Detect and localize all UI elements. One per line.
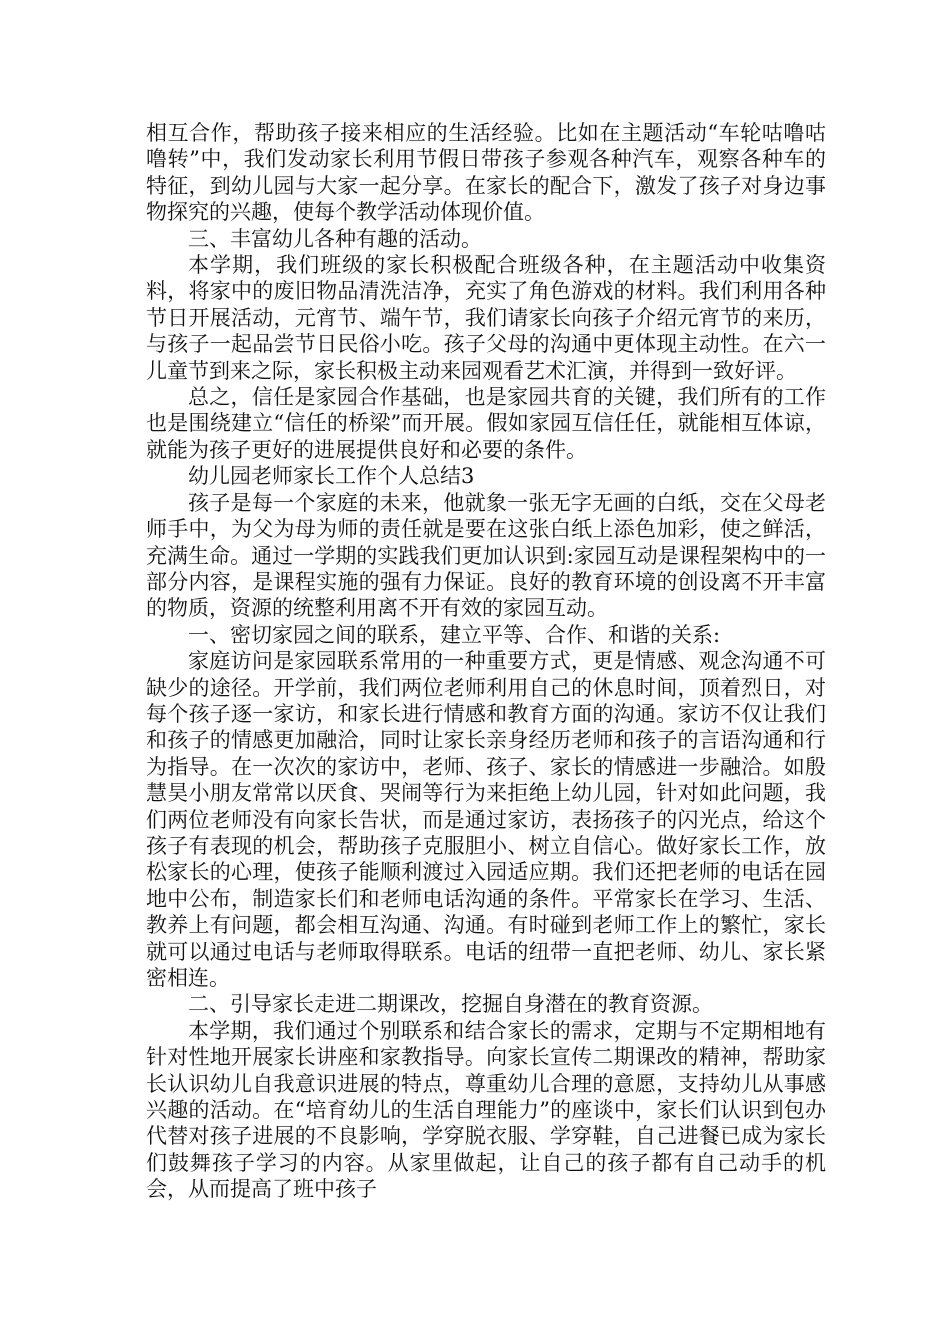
paragraph-8: 家庭访问是家园联系常用的一种重要方式，更是情感、观念沟通不可缺少的途径。开学前，我们两位老师利用自己的休息时间，顶着烈日，对每个孩子逐一家访，和家长进行情感和教育方面的沟通。家访不仅让我们和孩子的情感更加融洽，同时让家长亲身经历老师和孩子的言语沟通和行为指导。在一次次的家访中，老师、孩子、家长的情感进一步融洽。如殷慧昊小朋友常常以厌食、哭闹等行为来拒绝上幼儿园，针对如此问题，我们两位老师没有向家长告状，而是通过家访，表扬孩子的闪光点，给这个孩子有表现的机会，帮助孩子克服胆小、树立自信心。做好家长工作，放松家长的心理，使孩子能顺利渡过入园适应期。我们还把老师的电话在园地中公布，制造家长们和老师电话沟通的条件。平常家长在学习、生活、教养上有问题，都会相互沟通、沟通。有时碰到老师工作上的繁忙，家长就可以通过电话与老师取得联系。电话的纽带一直把老师、幼儿、家长紧密相连。 — [146, 649, 826, 990]
paragraph-6: 孩子是每一个家庭的未来，他就象一张无字无画的白纸，交在父母老师手中，为父为母为师的责任就是要在这张白纸上添色加彩，使之鲜活，充满生命。通过一学期的实践我们更加认识到:家园互动是课程架构中的一部分内容，是课程实施的强有力保证。良好的教育环境的创设离不开丰富的物质，资源的统整利用离不开有效的家园互动。 — [146, 490, 826, 621]
article-title: 幼儿园老师家长工作个人总结3 — [188, 464, 475, 489]
paragraph-4: 总之，信任是家园合作基础，也是家园共育的关键，我们所有的工作也是围绕建立“信任的桥梁”而开展。假如家园互信任任，就能相互体谅，就能为孩子更好的进展提供良好和必要的条件。 — [146, 385, 826, 462]
heading-section-3: 三、丰富幼儿各种有趣的活动。 — [188, 226, 482, 251]
paragraph-3: 本学期，我们班级的家长积极配合班级各种，在主题活动中收集资料，将家中的废旧物品清洗洁净，充实了角色游戏的材料。我们利用各种节日开展活动，元宵节、端午节，我们请家长向孩子介绍元宵节的来历，与孩子一起品尝节日民俗小吃。孩子父母的沟通中更体现主动性。在六一儿童节到来之际，家长积极主动来园观看艺术汇演，并得到一致好评。 — [146, 253, 826, 383]
document-body — [146, 120, 826, 1203]
heading-section-2: 二、引导家长走进二期课改，挖掘自身潜在的教育资源。 — [188, 992, 713, 1017]
heading-section-1: 一、密切家园之间的联系，建立平等、合作、和谐的关系: — [188, 622, 721, 647]
paragraph-1: 相互合作，帮助孩子接来相应的生活经验。比如在主题活动“车轮咕噜咕噜转”中，我们发动家长利用节假日带孩子参观各种汽车，观察各种车的特征，到幼儿园与大家一起分享。在家长的配合下，激发了孩子对身边事物探究的兴趣，使每个教学活动体现价值。 — [146, 121, 826, 225]
paragraph-10: 本学期，我们通过个别联系和结合家长的需求，定期与不定期相地有针对性地开展家长讲座和家教指导。向家长宣传二期课改的精神，帮助家长认识幼儿自我意识进展的特点，尊重幼儿合理的意愿，支持幼儿从事感兴趣的活动。在“培育幼儿的生活自理能力”的座谈中，家长们认识到包办代替对孩子进展的不良影响，学穿脱衣服、学穿鞋，自己进餐已成为家长们鼓舞孩子学习的内容。从家里做起，让自己的孩子都有自己动手的机会，从而提高了班中孩子 — [146, 1018, 826, 1202]
